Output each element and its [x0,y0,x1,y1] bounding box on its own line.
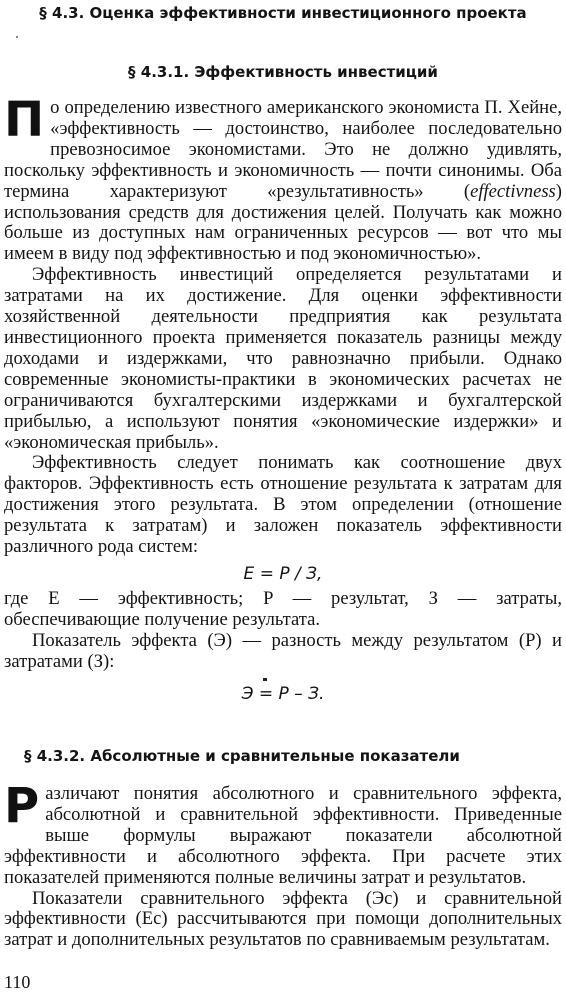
drop-cap-2: Р [4,778,40,834]
page-number: 110 [4,972,31,992]
paragraph-1-text: о определению известного американского экономиста П. Хейне, «эффективность — достоинство, наиболее последовательно превозносимое экономистами. Это не должно удивлять, поскольку эффективность и экономичность — почти синонимы. Оба термина характеризуют «результативность» ( [4,97,562,202]
subsection-heading-1: § 4.3.1. Эффективность инвестиций [128,63,438,81]
formula-efficiency: E = P / З, [243,563,323,584]
paragraph-1-tail: ) использования средств для достижения целей. Получать как можно больше из доступных нам ограниченных ресурсов — вот что мы имеем в виду под эффективностью и под экономичностью». [4,180,562,265]
paragraph-1 [4,92,562,265]
formula-effect: Э = P – З. [241,684,325,705]
scan-speck [16,36,18,38]
paragraph-6-text: азличают понятия абсолютного и сравнительного эффекта, абсолютной и сравнительной эффективности. Приведенные выше формулы выражают показатели абсолютной эффективности и абсолютного эффекта. При расчете этих показателей применяются полные величины затрат и результатов. [4,783,562,888]
paragraph-3: Эффективность следует понимать как соотношение двух факторов. Эффективность есть отношение результата к затратам для достижения этого результата. В этом определении (отношение результата к затратам) и заложен показатель эффективности различного рода систем: [4,452,562,558]
subsection-heading-2: § 4.3.2. Абсолютные и сравнительные показатели [24,747,460,765]
paragraph-7: Показатели сравнительного эффекта (Эс) и сравнительной эффективности (Eс) рассчитываются при помощи дополнительных затрат и дополнительных результатов по сравниваемым результатам. [4,887,562,951]
paragraph-2: Эффективность инвестиций определяется результатами и затратами на их достижение. Для оценки эффективности хозяйственной деятельности предприятия как результата инвестиционного проекта применяется показатель разницы между доходами и издержками, что равнозначно прибыли. Однако современные экономисты-практики в экономических расчетах не ограничиваются бухгалтерскими издержками и бухгалтерской прибылью, а используют понятия «экономические издержки» и «экономическая прибыль». [4,264,562,453]
drop-cap-1: П [4,92,45,148]
paragraph-6 [4,778,562,889]
text-block-2 [4,778,562,951]
scan-dot [263,678,267,681]
paragraph-4: где E — эффективность; P — результат, З — затраты, обеспечивающие получение результата. [4,587,562,630]
text-block-1 [4,92,562,705]
section-heading: § 4.3. Оценка эффективности инвестиционного проекта [39,4,527,22]
paragraph-5: Показатель эффекта (Э) — разность между результатом (P) и затратами (З): [4,629,562,672]
paragraph-1-italic: effectivness [470,180,556,202]
